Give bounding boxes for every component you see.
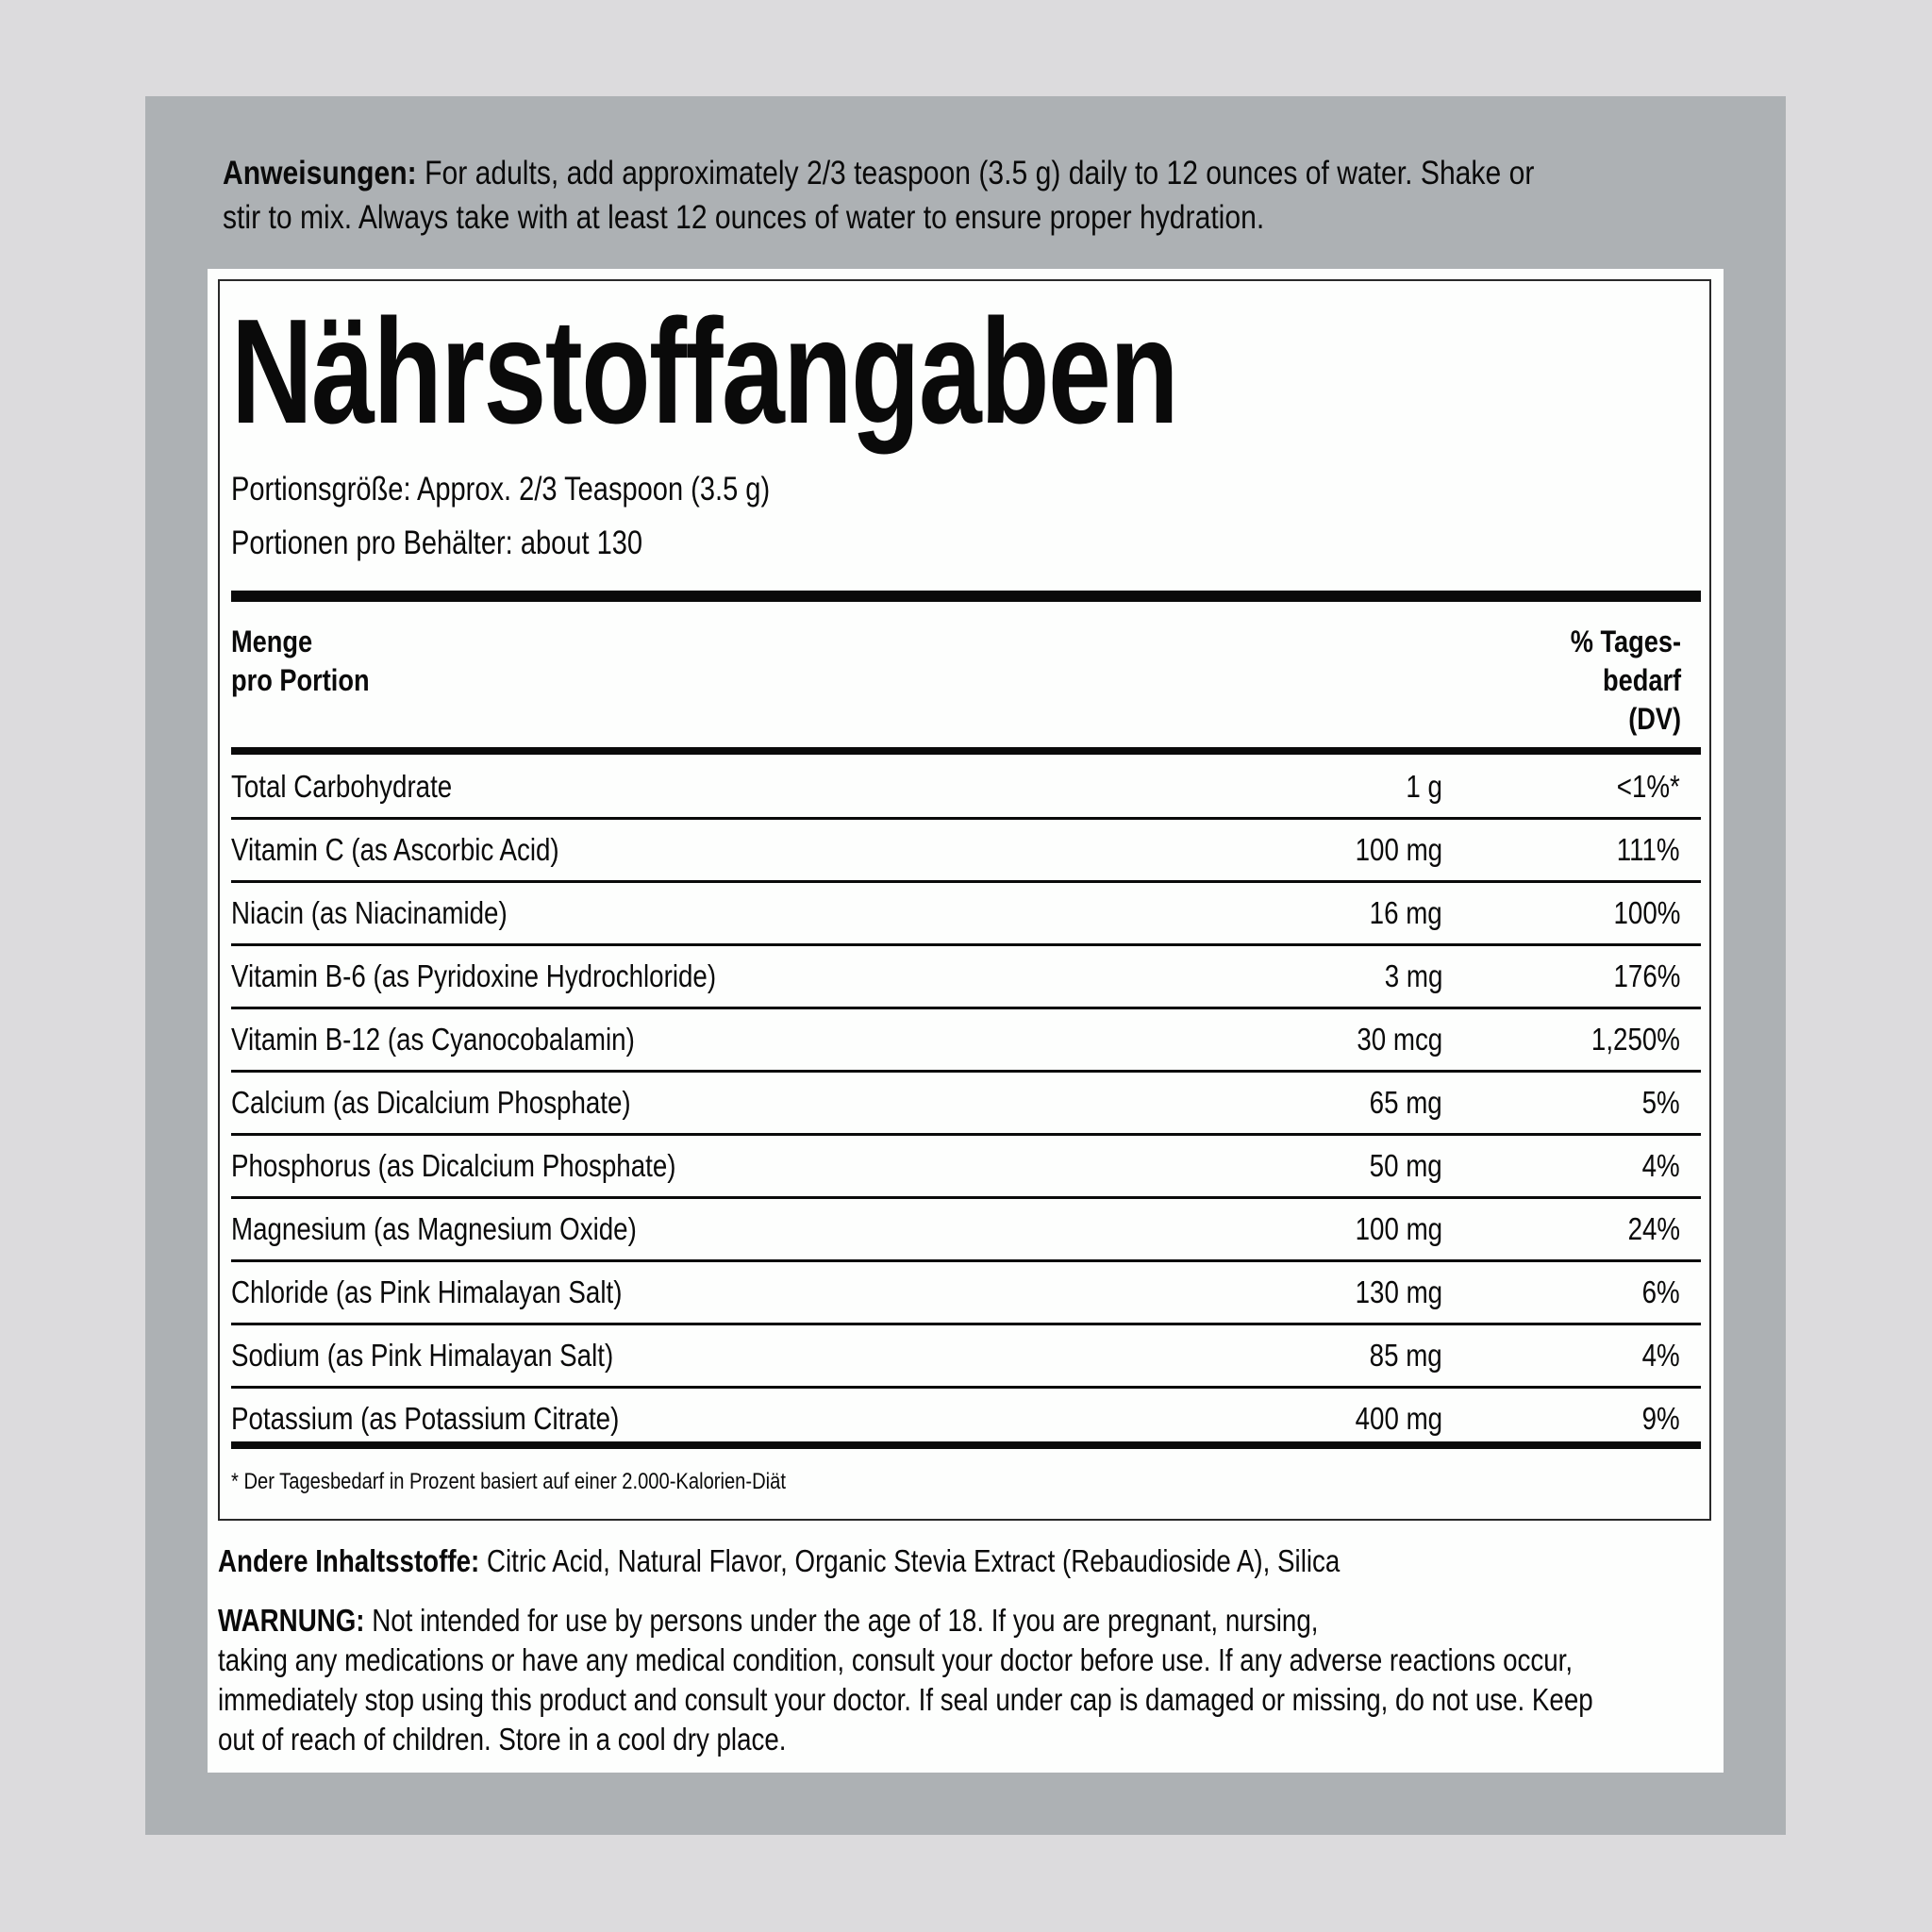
nutrient-name: Calcium (as Dicalcium Phosphate) — [231, 1085, 631, 1120]
nutrient-amount: 400 mg — [1355, 1401, 1442, 1436]
nutrient-dv: 1,250% — [1591, 1022, 1680, 1057]
table-row — [231, 883, 1701, 946]
nutrient-dv: 4% — [1641, 1338, 1680, 1373]
nutrient-name: Vitamin C (as Ascorbic Acid) — [231, 832, 559, 867]
nutrient-name: Magnesium (as Magnesium Oxide) — [231, 1211, 637, 1246]
nutrient-dv: 5% — [1641, 1085, 1680, 1120]
directions-line-1 — [223, 151, 1694, 195]
directions-label: Anweisungen: — [223, 155, 417, 192]
daily-value-header — [1571, 623, 1681, 739]
daily-value-footnote: * Der Tagesbedarf in Prozent basiert auf einer 2.000-Kalorien-Diät — [231, 1469, 786, 1494]
servings-per-container: Portionen pro Behälter: about 130 — [231, 525, 643, 561]
nutrient-dv: <1%* — [1616, 769, 1680, 804]
serving-size: Portionsgröße: Approx. 2/3 Teaspoon (3.5 g) — [231, 471, 771, 508]
thick-divider-bottom — [231, 1441, 1701, 1449]
nutrient-amount: 3 mg — [1384, 958, 1442, 993]
table-row — [231, 820, 1701, 883]
nutrient-name: Niacin (as Niacinamide) — [231, 895, 508, 930]
warning-line-4: out of reach of children. Store in a cool dry place. — [218, 1722, 787, 1757]
table-row — [231, 1389, 1701, 1449]
table-row — [231, 946, 1701, 1009]
amount-per-serving-header — [231, 623, 370, 700]
nutrient-name: Potassium (as Potassium Citrate) — [231, 1401, 620, 1436]
nutrient-dv: 6% — [1641, 1274, 1680, 1309]
nutrient-dv: 4% — [1641, 1148, 1680, 1183]
dv-header-line-3: (DV) — [1628, 702, 1681, 736]
nutrient-name: Sodium (as Pink Himalayan Salt) — [231, 1338, 614, 1373]
warning-line-3: immediately stop using this product and consult your doctor. If seal under cap is damaged or missing, do not use. Keep — [218, 1682, 1593, 1717]
amount-header-line-1: Menge — [231, 625, 313, 658]
warning-line-2: taking any medications or have any medical condition, consult your doctor before use. If any adverse reactions occur, — [218, 1642, 1574, 1677]
nutrient-name: Vitamin B-6 (as Pyridoxine Hydrochloride) — [231, 958, 717, 993]
warning-text-1: Not intended for use by persons under the age of 18. If you are pregnant, nursing, — [372, 1603, 1319, 1638]
dv-header-line-1: % Tages- — [1570, 625, 1681, 658]
nutrient-amount: 100 mg — [1355, 832, 1442, 867]
nutrient-amount: 50 mg — [1369, 1148, 1442, 1183]
other-ingredients — [218, 1541, 1340, 1581]
table-row — [231, 1136, 1701, 1199]
nutrient-dv: 111% — [1617, 832, 1680, 867]
table-row — [231, 1073, 1701, 1136]
amount-header-line-2: pro Portion — [231, 663, 370, 697]
table-row — [231, 1325, 1701, 1389]
nutrient-amount: 85 mg — [1369, 1338, 1442, 1373]
table-row — [231, 757, 1701, 820]
other-ingredients-text: Citric Acid, Natural Flavor, Organic Stevia Extract (Rebaudioside A), Silica — [486, 1543, 1341, 1578]
nutrient-name: Vitamin B-12 (as Cyanocobalamin) — [231, 1022, 635, 1057]
table-row — [231, 1199, 1701, 1262]
nutrient-amount: 65 mg — [1369, 1085, 1442, 1120]
other-ingredients-label: Andere Inhaltsstoffe: — [218, 1543, 480, 1578]
nutrient-name: Chloride (as Pink Himalayan Salt) — [231, 1274, 623, 1309]
nutrient-name: Total Carbohydrate — [231, 769, 453, 804]
thick-divider-top — [231, 591, 1701, 602]
directions-text-1: For adults, add approximately 2/3 teaspoon (3.5 g) daily to 12 ounces of water. Shake or — [425, 155, 1535, 192]
nutrient-amount: 1 g — [1406, 769, 1442, 804]
nutrient-dv: 24% — [1627, 1211, 1680, 1246]
nutrient-dv: 100% — [1613, 895, 1680, 930]
table-row — [231, 1009, 1701, 1073]
nutrient-amount: 16 mg — [1369, 895, 1442, 930]
nutrient-amount: 30 mcg — [1357, 1022, 1442, 1057]
warning-line-1 — [218, 1601, 1700, 1641]
nutrition-facts-box — [218, 279, 1711, 1521]
directions-line-2: stir to mix. Always take with at least 12 ounces of water to ensure proper hydration. — [223, 199, 1265, 236]
table-row — [231, 1262, 1701, 1325]
directions — [223, 151, 1694, 240]
facts-title: Nährstoffangaben — [231, 289, 1178, 455]
thick-divider-header — [231, 747, 1701, 755]
warning — [218, 1601, 1700, 1759]
dv-header-line-2: bedarf — [1602, 663, 1681, 697]
nutrient-amount: 100 mg — [1355, 1211, 1442, 1246]
nutrient-table — [231, 757, 1701, 1449]
nutrient-name: Phosphorus (as Dicalcium Phosphate) — [231, 1148, 676, 1183]
nutrient-amount: 130 mg — [1355, 1274, 1442, 1309]
nutrient-dv: 176% — [1613, 958, 1680, 993]
warning-label: WARNUNG: — [218, 1603, 365, 1638]
nutrient-dv: 9% — [1641, 1401, 1680, 1436]
